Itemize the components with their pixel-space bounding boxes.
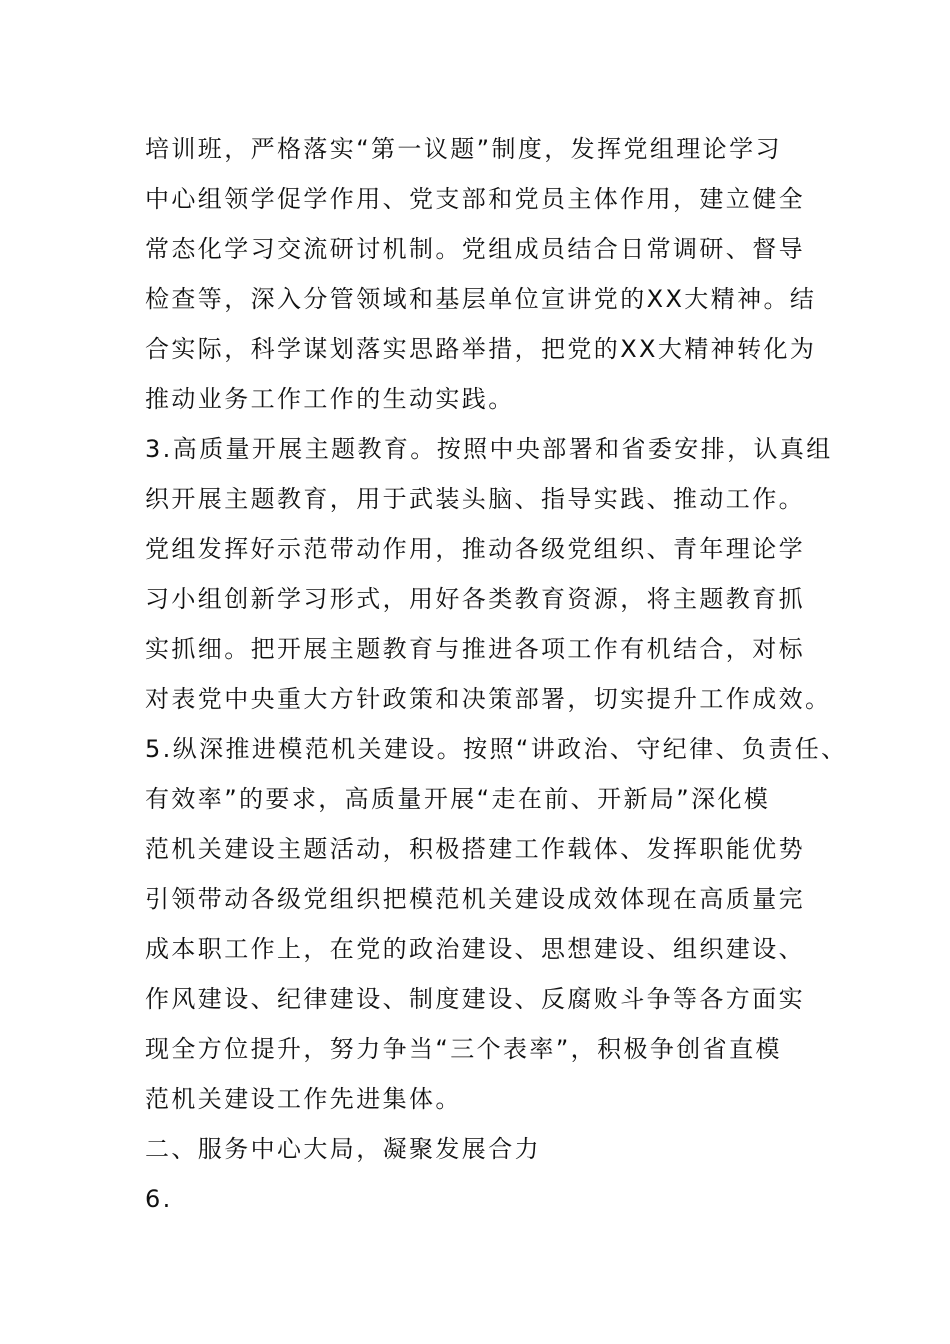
text-line: 对表党中央重大方针政策和决策部署，切实提升工作成效。	[145, 685, 832, 713]
text-line: 引领带动各级党组织把模范机关建设成效体现在高质量完	[145, 885, 805, 913]
text-line: 实抓细。把开展主题教育与推进各项工作有机结合，对标	[145, 635, 805, 663]
text-line: 合实际，科学谋划落实思路举措，把党的XX大精神转化为	[145, 335, 817, 363]
text-line: 6.	[145, 1185, 173, 1213]
text-line: 推动业务工作工作的生动实践。	[145, 385, 515, 413]
text-line: 范机关建设主题活动，积极搭建工作载体、发挥职能优势	[145, 835, 805, 863]
text-line: 织开展主题教育，用于武装头脑、指导实践、推动工作。	[145, 485, 805, 513]
text-line: 培训班，严格落实“第一议题”制度，发挥党组理论学习	[145, 135, 782, 163]
text-line: 检查等，深入分管领域和基层单位宣讲党的XX大精神。结	[145, 285, 817, 313]
text-line: 作风建设、纪律建设、制度建设、反腐败斗争等各方面实	[145, 985, 805, 1013]
text-line: 范机关建设工作先进集体。	[145, 1085, 462, 1113]
section-heading: 二、服务中心大局，凝聚发展合力	[145, 1135, 541, 1163]
text-line: 中心组领学促学作用、党支部和党员主体作用，建立健全	[145, 185, 805, 213]
text-line: 有效率”的要求，高质量开展“走在前、开新局”深化模	[145, 785, 771, 813]
text-line: 常态化学习交流研讨机制。党组成员结合日常调研、督导	[145, 235, 805, 263]
text-line: 3.高质量开展主题教育。按照中央部署和省委安排，认真组	[145, 435, 833, 463]
text-line: 成本职工作上，在党的政治建设、思想建设、组织建设、	[145, 935, 805, 963]
text-line: 5.纵深推进模范机关建设。按照“讲政治、守纪律、负责任、	[145, 735, 848, 763]
text-line: 党组发挥好示范带动作用，推动各级党组织、青年理论学	[145, 535, 805, 563]
text-line: 现全方位提升，努力争当“三个表率”，积极争创省直模	[145, 1035, 782, 1063]
text-line: 习小组创新学习形式，用好各类教育资源，将主题教育抓	[145, 585, 805, 613]
